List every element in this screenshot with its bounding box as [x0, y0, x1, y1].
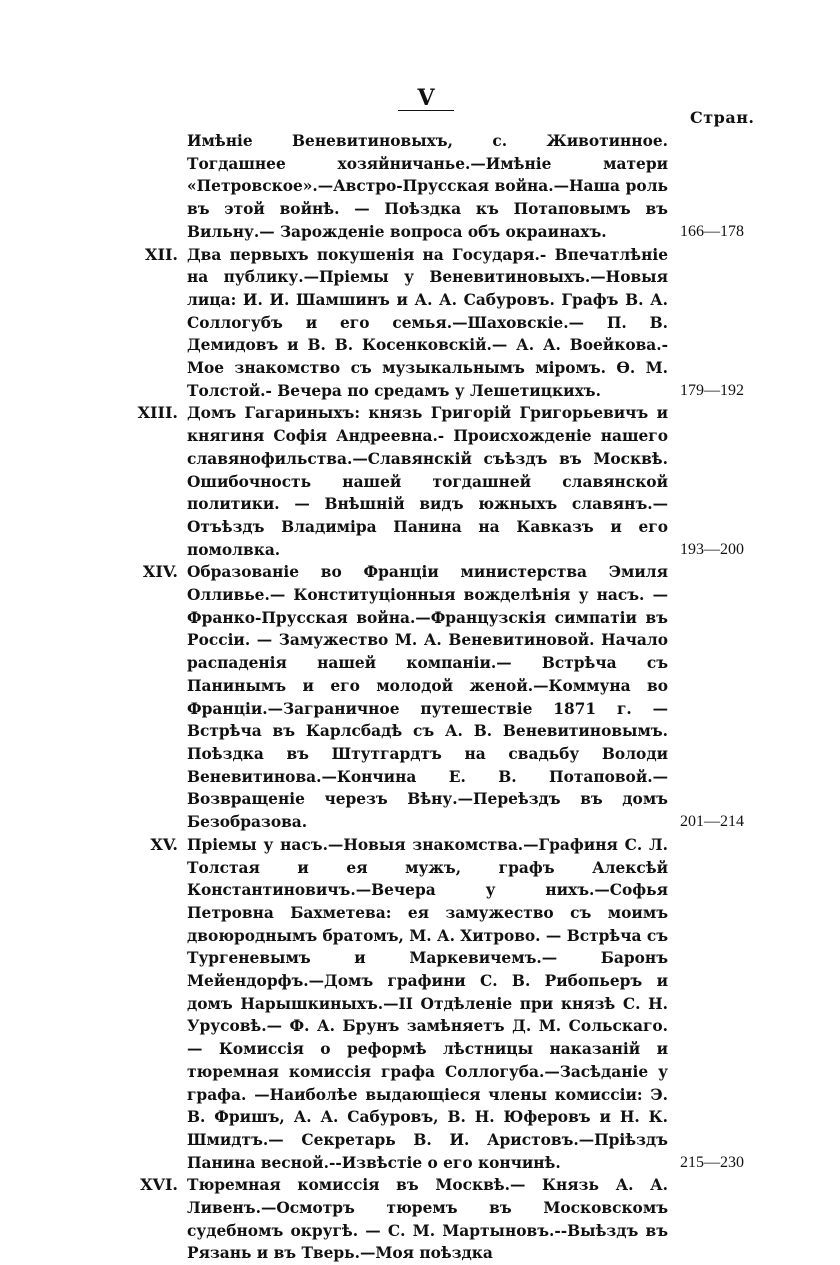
- chapter-numeral: XIII.: [137, 403, 178, 423]
- chapter-summary: Домъ Гагариныхъ: князь Григорій Григорьевичъ и княгиня Софія Андреевна.- Происхожденіе нашего славянофильства.—Славянскій съѣздъ въ Москвѣ. Ошибочность нашей тогдашней славянской политики. — Внѣшній видъ южныхъ славянъ.—Отъѣздъ Владиміра Панина на Кавказъ и его помолвка.: [187, 404, 668, 559]
- chapter-numeral: XVI.: [140, 1175, 178, 1195]
- chapter-summary: Два первыхъ покушенія на Государя.- Впечатлѣніе на публику.—Пріемы у Веневитиновыхъ.—Новыя лица: И. И. Шамшинъ и А. А. Сабуровъ. Графъ В. А. Соллогубъ и его семья.—Шаховскіе.— П. В. Демидовъ и В. В. Косенковскій.— А. А. Воейкова.- Мое знакомство съ музыкальнымъ міромъ. Ѳ. М. Толстой.- Вечера по средамъ у Лешетицкихъ.: [187, 245, 668, 400]
- chapter-numeral: XII.: [145, 244, 178, 264]
- pages-column-header: Стран.: [690, 108, 755, 127]
- toc-entry: [0, 834, 840, 1175]
- table-of-contents: [0, 130, 840, 1265]
- page-range: 215—230: [680, 1153, 744, 1171]
- chapter-summary: Пріемы у насъ.—Новыя знакомства.—Графиня С. Л. Толстая и ея мужъ, графъ Алексѣй Константиновичъ.—Вечера у нихъ.—Софья Петровна Бахметева: ея замужество съ моимъ двоюроднымъ братомъ, М. А. Хитрово. — Встрѣча съ Тургеневымъ и Маркевичемъ.— Баронъ Мейендорфъ.—Домъ графини С. В. Рибопьеръ и домъ Нарышкиныхъ.—II Отдѣленіе при князѣ С. Н. Урусовѣ.— Ф. А. Брунъ замѣняетъ Д. М. Сольскаго.— Комиссія о реформѣ лѣстницы наказаній и тюремная комиссія графа Соллогуба.—Засѣданіе у графа. —Наиболѣе выдающіеся члены комиссіи: Э. В. Фришъ, А. А. Сабуровъ, В. Н. Юферовъ и Н. К. Шмидтъ.— Секретарь В. И. Аристовъ.—Пріѣздъ Панина весной.--Извѣстіе о его кончинѣ.: [187, 835, 668, 1172]
- chapter-numeral: XV.: [150, 834, 178, 854]
- page-number: V: [398, 86, 454, 111]
- toc-entry: [0, 130, 840, 244]
- chapter-summary: Имѣніе Веневитиновыхъ, с. Животинное. Тогдашнее хозяйничанье.—Имѣніе матери «Петровское».—Австро-Прусская война.—Наша роль въ этой войнѣ. — Поѣздка къ Потаповымъ въ Вильну.— Зарожденіе вопроса объ окраинахъ.: [187, 132, 668, 241]
- page-range: 193—200: [680, 540, 744, 558]
- toc-entry: [0, 244, 840, 403]
- chapter-numeral: XIV.: [142, 562, 178, 582]
- page-range: 179—192: [680, 381, 744, 399]
- chapter-summary: Образованіе во Франціи министерства Эмиля Олливье.— Конституціонныя вожделѣнія у насъ. — Франко-Прусская война.—Французскія симпатіи въ Россіи. — Замужество М. А. Веневитиновой. Начало распаденія нашей компаніи.— Встрѣча съ Панинымъ и его молодой женой.—Коммуна во Франціи.—Заграничное путешествіе 1871 г. —Встрѣча въ Карлсбадѣ съ А. В. Веневитиновымъ. Поѣздка въ Штутгардтъ на свадьбу Володи Веневитинова.—Кончина Е. В. Потаповой.—Возвращеніе черезъ Вѣну.—Переѣздъ въ домъ Безобразова.: [187, 563, 668, 832]
- toc-entry: [0, 561, 840, 833]
- toc-entry: [0, 1174, 840, 1265]
- page-range: 201—214: [680, 813, 744, 831]
- chapter-summary: Тюремная комиссія въ Москвѣ.— Князь А. А. Ливенъ.—Осмотръ тюремъ въ Московскомъ судебномъ округѣ. — С. М. Мартыновъ.--Выѣздъ въ Рязань и въ Тверь.—Моя поѣздка: [187, 1176, 668, 1263]
- toc-entry: [0, 402, 840, 561]
- page-range: 166—178: [680, 222, 744, 240]
